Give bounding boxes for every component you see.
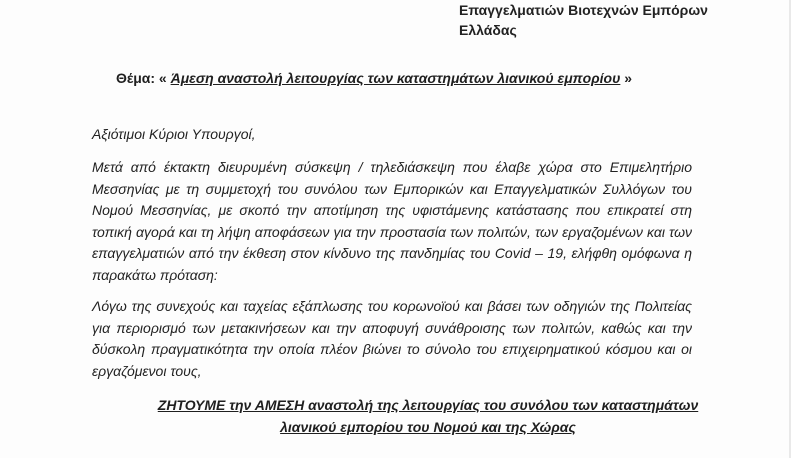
addressee-line-1: Επαγγελματιών Βιοτεχνών Εμπόρων xyxy=(459,2,708,18)
subject-line xyxy=(116,70,632,86)
subject-text: Άμεση αναστολή λειτουργίας των καταστημάτων λιανικού εμπορίου xyxy=(170,70,621,86)
subject-suffix: » xyxy=(620,70,633,86)
addressee-block xyxy=(459,0,708,40)
body-paragraph-2: Λόγω της συνεχούς και ταχείας εξάπλωσης του κορωνοϊού και βάσει των οδηγιών της Πολιτείας για περιορισμό των μετακινήσεων και την αποφυγή συνάθροισης των πολιτών, καθώς και την δύσκολη πραγματικότητα την οποία πλέον βιώνει το σύνολο του επιχειρηματικού κόσμου και οι εργαζόμενοι τους, xyxy=(92,298,692,379)
demand-line-2: λιανικού εμπορίου του Νομού και της Χώρας xyxy=(280,419,576,435)
demand-line-1: ΖΗΤΟΥΜΕ την ΑΜΕΣΗ αναστολή της λειτουργίας του συνόλου των καταστημάτων xyxy=(157,397,699,413)
salutation: Αξιότιμοι Κύριοι Υπουργοί, xyxy=(92,126,256,142)
body-paragraph-1: Μετά από έκτακτη διευρυμένη σύσκεψη / τηλεδιάσκεψη που έλαβε χώρα στο Επιμελητήριο Μεσσηνίας με τη συμμετοχή του συνόλου των Εμπορικών και Επαγγελματικών Συλλόγων του Νομού Μεσσηνίας, με σκοπό την αποτίμηση της υφιστάμενης κατάστασης που επικρατεί στη τοπική αγορά και τη λήψη αποφάσεων για την προστασία των πολιτών, των εργαζομένων και των επαγγελματιών από την έκθεση στον κίνδυνο της πανδημίας του Covid – 19, ελήφθη ομόφωνα η παρακάτω πρόταση: xyxy=(92,159,692,283)
demand-statement xyxy=(92,394,764,438)
addressee-line-2: Ελλάδας xyxy=(459,22,517,38)
subject-prefix: Θέμα: « xyxy=(116,70,167,86)
